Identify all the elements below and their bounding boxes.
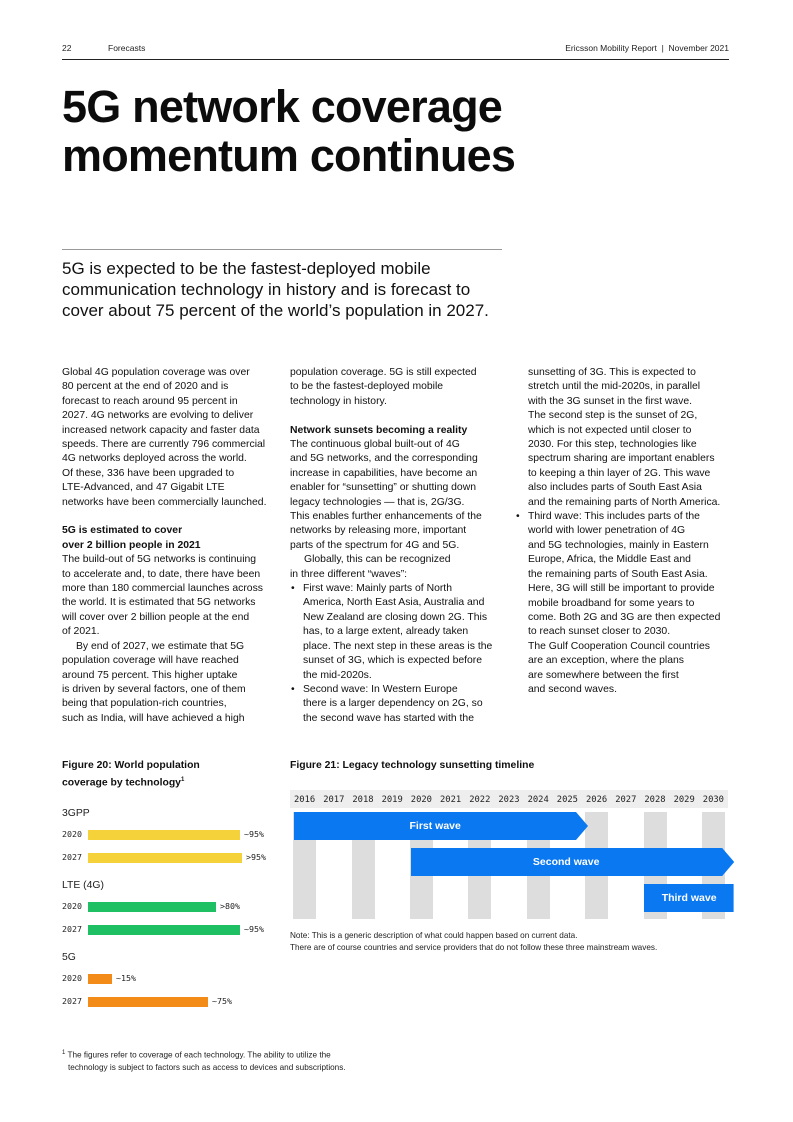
- wave-label: Second wave: [532, 856, 600, 868]
- text-line: of 2021.: [62, 626, 100, 638]
- text-line: technology in history.: [290, 395, 387, 407]
- timeline-year-label: 2030: [702, 795, 724, 805]
- bullet-line: • Second wave: In Western Europe: [290, 683, 512, 697]
- header-rule: [62, 59, 729, 60]
- text-line: the world. It is estimated that 5G networks: [62, 597, 256, 609]
- note-line: There are of course countries and service providers that do not follow these three mainstream waves.: [290, 943, 658, 952]
- text-line: are somewhere between the first: [528, 669, 679, 681]
- footnote-number: 1: [62, 1050, 66, 1056]
- coverage-group-label: 5G: [62, 952, 76, 963]
- coverage-bar: [88, 997, 208, 1007]
- text-line: The second step is the sunset of 2G,: [528, 410, 698, 422]
- bar-value-label: >95%: [246, 852, 266, 862]
- bar-year-label: 2027: [62, 924, 82, 934]
- footnote-line: technology is subject to factors such as access to devices and subscriptions.: [68, 1062, 346, 1072]
- timeline-year-label: 2025: [556, 795, 578, 805]
- text-line: increased network capacity and faster data: [62, 424, 260, 436]
- footnote-line: The figures refer to coverage of each technology. The ability to utilize the: [67, 1050, 331, 1060]
- text-line: This enables further enhancements of the: [290, 511, 482, 523]
- text-line: Globally, this can be recognized: [304, 554, 451, 566]
- timeline-year-label: 2020: [410, 795, 432, 805]
- text-line: 4G networks deployed across the world.: [62, 453, 247, 465]
- text-line: Europe, Africa, the Middle East and: [528, 554, 691, 566]
- timeline-year-label: 2027: [615, 795, 637, 805]
- text-line: 80 percent at the end of 2020 and is: [62, 381, 229, 393]
- coverage-bar: [88, 902, 216, 912]
- text-line: Of these, 336 have been upgraded to: [62, 467, 235, 479]
- timeline-year-label: 2024: [527, 795, 549, 805]
- page-title: [62, 82, 582, 180]
- footnote: [62, 1047, 346, 1074]
- coverage-bar: [88, 925, 240, 935]
- text-line: is driven by several factors, one of them: [62, 683, 246, 695]
- text-line: with the 3G sunset in the first wave.: [528, 395, 693, 407]
- timeline-year-label: 2016: [294, 795, 316, 805]
- text-line: to keeping a thin layer of 2G. This wave: [528, 467, 711, 479]
- text-line: LTE-Advanced, and 47 Gigabit LTE: [62, 482, 225, 494]
- timeline-year-label: 2029: [673, 795, 695, 805]
- text-line: parts of the spectrum for 4G and 5G.: [290, 539, 460, 551]
- text-line: 2030. For this step, technologies like: [528, 439, 697, 451]
- text-line: America, North East Asia, Australia and: [303, 597, 485, 609]
- subheading: 5G is estimated to cover: [62, 525, 183, 537]
- text-line: 2027. 4G networks are evolving to deliver: [62, 410, 254, 422]
- wave-label: Third wave: [661, 892, 717, 904]
- coverage-bar: [88, 853, 242, 863]
- text-line: place. The next step in these areas is the: [303, 640, 493, 652]
- text-line: The build-out of 5G networks is continuing: [62, 554, 257, 566]
- text-line: the second wave has started with the: [303, 712, 474, 724]
- timeline-year-label: 2018: [352, 795, 374, 805]
- text-line: By end of 2027, we estimate that 5G: [76, 640, 245, 652]
- coverage-group-label: LTE (4G): [62, 880, 104, 891]
- text-line: The continuous global built-out of 4G: [290, 439, 460, 451]
- text-line: stretch until the mid-2020s, in parallel: [528, 381, 701, 393]
- intro-line: communication technology in history and is forecast to: [62, 280, 471, 299]
- page-number: 22: [62, 43, 72, 53]
- text-line: and second waves.: [528, 683, 617, 695]
- text-line: enabler for “sunsetting” or shutting down: [290, 482, 476, 494]
- text-line: will cover over 2 billion people at the end: [62, 611, 250, 623]
- timeline-year-label: 2023: [498, 795, 520, 805]
- text-line: sunset of 3G, which is expected before: [303, 655, 483, 667]
- text-line: and 5G technologies, mainly in Eastern: [528, 539, 709, 551]
- text-line: population coverage will have reached: [62, 655, 239, 667]
- note-line: Note: This is a generic description of what could happen based on current data.: [290, 931, 578, 940]
- timeline-year-label: 2022: [469, 795, 491, 805]
- text-line: Here, 3G will still be important to provide: [528, 583, 715, 595]
- text-line: come. Both 2G and 3G are then expected: [528, 611, 721, 623]
- text-line: increase in capabilities, have become an: [290, 467, 478, 479]
- text-line: also includes parts of South East Asia: [528, 482, 702, 494]
- section-name: Forecasts: [108, 43, 146, 53]
- intro-line: 5G is expected to be the fastest-deployed mobile: [62, 259, 431, 278]
- text-line: are an exception, where the plans: [528, 655, 684, 667]
- coverage-bar: [88, 830, 240, 840]
- text-line: in three different “waves”:: [290, 568, 408, 580]
- figure-title-line: coverage by technology: [62, 777, 181, 789]
- figure-21-note: [290, 930, 657, 954]
- bar-year-label: 2020: [62, 901, 82, 911]
- wave-label: First wave: [409, 820, 461, 832]
- text-line: and 5G networks, and the corresponding: [290, 453, 478, 465]
- body-column-2: [290, 366, 512, 726]
- text-line: the remaining parts of South East Asia.: [528, 568, 708, 580]
- timeline-year-label: 2021: [440, 795, 462, 805]
- text-line: legacy technologies — that is, 2G/3G.: [290, 496, 465, 508]
- text-line: to be the fastest-deployed mobile: [290, 381, 444, 393]
- text-line: which is not expected until closer to: [528, 424, 692, 436]
- bullet-line: • Third wave: This includes parts of the: [515, 510, 735, 524]
- bar-value-label: >80%: [220, 901, 240, 911]
- figure-21-title: Figure 21: Legacy technology sunsetting timeline: [290, 760, 535, 771]
- bar-year-label: 2027: [62, 996, 82, 1006]
- timeline-year-label: 2028: [644, 795, 666, 805]
- text-line: more than 180 commercial launches across: [62, 583, 263, 595]
- body-column-1: [62, 366, 282, 726]
- text-line: population coverage. 5G is still expected: [290, 367, 477, 378]
- body-column-3: [515, 366, 735, 697]
- title-line: 5G network coverage: [62, 81, 502, 132]
- intro-rule: [62, 249, 502, 250]
- title-line: momentum continues: [62, 130, 516, 181]
- text-line: The Gulf Cooperation Council countries: [528, 640, 710, 652]
- text-line: to reach sunset closer to 2030.: [528, 626, 671, 638]
- subheading: over 2 billion people in 2021: [62, 539, 201, 551]
- footnote-marker: 1: [180, 777, 185, 783]
- text-line: New Zealand are closing down 2G. This: [303, 611, 488, 623]
- bar-year-label: 2027: [62, 852, 82, 862]
- text-line: has, to a large extent, already taken: [303, 626, 469, 638]
- coverage-bar: [88, 974, 112, 984]
- report-name: Ericsson Mobility Report | November 2021: [565, 43, 729, 53]
- bar-value-label: ~95%: [244, 924, 264, 934]
- timeline-year-label: 2017: [323, 795, 345, 805]
- text-line: and the remaining parts of North America.: [528, 496, 721, 508]
- text-line: networks by releasing more, important: [290, 525, 467, 537]
- text-line: such as India, will have achieved a high: [62, 712, 245, 724]
- timeline-year-label: 2019: [381, 795, 403, 805]
- text-line: Global 4G population coverage was over: [62, 367, 250, 378]
- text-line: mobile broadband for some years to: [528, 597, 695, 609]
- text-line: being that population-rich countries,: [62, 698, 227, 710]
- intro-line: cover about 75 percent of the world’s population in 2027.: [62, 301, 489, 320]
- text-line: forecast to reach around 95 percent in: [62, 395, 238, 407]
- text-line: world with lower penetration of 4G: [528, 525, 686, 537]
- text-line: the mid-2020s.: [303, 669, 372, 681]
- bar-year-label: 2020: [62, 829, 82, 839]
- figure-title-line: Figure 20: World population: [62, 760, 200, 771]
- text-line: to accelerate and, to date, there have been: [62, 568, 261, 580]
- bar-year-label: 2020: [62, 973, 82, 983]
- timeline-year-label: 2026: [586, 795, 608, 805]
- bar-value-label: ~75%: [212, 996, 232, 1006]
- intro-text: [62, 258, 522, 321]
- text-line: sunsetting of 3G. This is expected to: [528, 367, 696, 378]
- text-line: networks have been commercially launched.: [62, 496, 267, 508]
- coverage-group-label: 3GPP: [62, 808, 90, 819]
- text-line: spectrum sharing are important enablers: [528, 453, 715, 465]
- subheading: Network sunsets becoming a reality: [290, 424, 468, 436]
- bar-value-label: ~95%: [244, 829, 264, 839]
- text-line: speeds. There are currently 796 commercial: [62, 439, 266, 451]
- figure-20-title: [62, 759, 200, 790]
- bullet-line: • First wave: Mainly parts of North: [290, 582, 512, 596]
- text-line: there is a larger dependency on 2G, so: [303, 698, 483, 710]
- text-line: around 75 percent. This higher uptake: [62, 669, 238, 681]
- bar-value-label: ~15%: [116, 973, 136, 983]
